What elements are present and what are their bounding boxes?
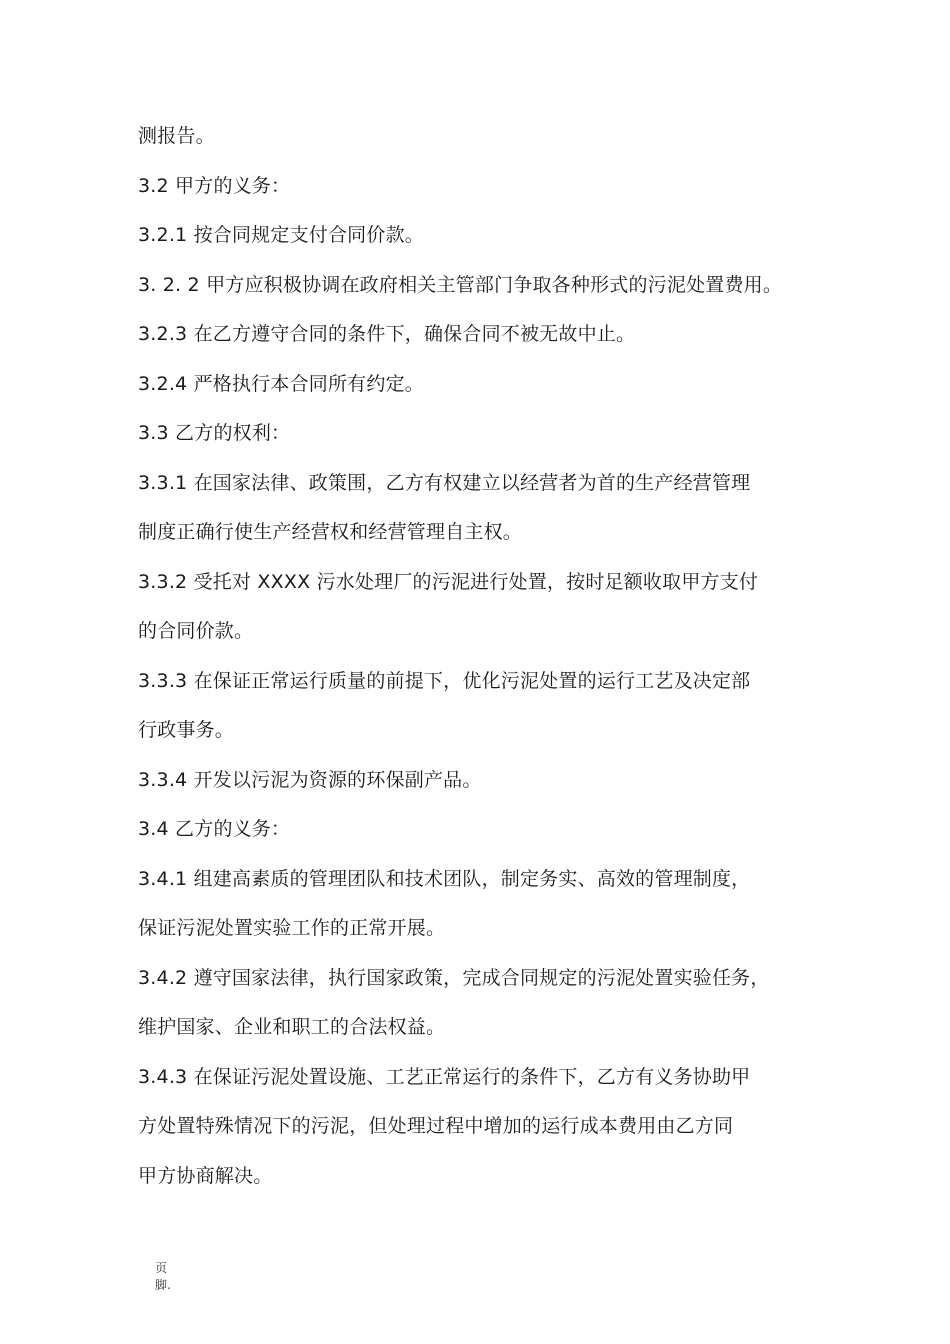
text-line: 3.3.1 在国家法律、政策围，乙方有权建立以经营者为首的生产经营管理 bbox=[138, 471, 751, 494]
text-line: 测报告。 bbox=[138, 125, 215, 147]
document-body bbox=[138, 112, 838, 1201]
text-line: 制度正确行使生产经营权和经营管理自主权。 bbox=[138, 521, 523, 543]
text-line: 维护国家、企业和职工的合法权益。 bbox=[138, 1016, 446, 1038]
text-line: 方处置特殊情况下的污泥，但处理过程中增加的运行成本费用由乙方同 bbox=[138, 1115, 734, 1137]
text-line: 3.4.2 遵守国家法律，执行国家政策，完成合同规定的污泥处置实验任务， bbox=[138, 966, 770, 989]
text-line: 的合同价款。 bbox=[138, 620, 254, 642]
text-line: 3.2.4 严格执行本合同所有约定。 bbox=[138, 372, 424, 395]
section-heading: 3.2 甲方的义务： bbox=[138, 174, 291, 197]
text-line: 3.3.3 在保证正常运行质量的前提下，优化污泥处置的运行工艺及决定部 bbox=[138, 669, 751, 692]
text-line: 3.2.1 按合同规定支付合同价款。 bbox=[138, 224, 424, 246]
footer-line: 页 bbox=[155, 1261, 168, 1275]
text-line: 3.3.4 开发以污泥为资源的环保副产品。 bbox=[138, 768, 482, 791]
text-line: 3.2.3 在乙方遵守合同的条件下，确保合同不被无故中止。 bbox=[138, 323, 636, 345]
text-line: 行政事务。 bbox=[138, 719, 235, 741]
section-heading: 3.4 乙方的义务： bbox=[138, 818, 291, 840]
text-line: 保证污泥处置实验工作的正常开展。 bbox=[138, 917, 446, 939]
section-heading: 3.3 乙方的权利： bbox=[138, 422, 291, 444]
footer-line: 脚. bbox=[155, 1278, 171, 1292]
text-line: 3. 2. 2 甲方应积极协调在政府相关主管部门争取各种形式的污泥处置费用。 bbox=[138, 273, 783, 296]
text-line: 甲方协商解决。 bbox=[138, 1164, 273, 1187]
text-line: 3.4.3 在保证污泥处置设施、工艺正常运行的条件下，乙方有义务协助甲 bbox=[138, 1065, 751, 1088]
page-footer bbox=[155, 1260, 185, 1294]
text-line: 3.4.1 组建高素质的管理团队和技术团队，制定务实、高效的管理制度， bbox=[138, 867, 751, 890]
text-line: 3.3.2 受托对 XXXX 污水处理厂的污泥进行处置，按时足额收取甲方支付 bbox=[138, 570, 759, 593]
